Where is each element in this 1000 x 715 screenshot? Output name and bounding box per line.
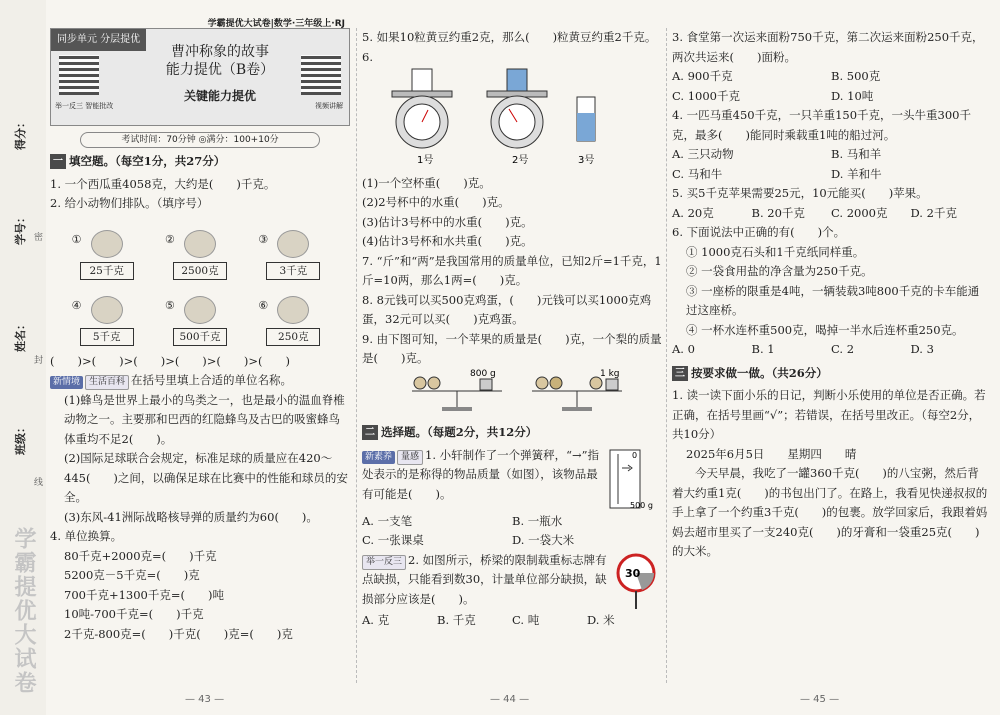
- animal-weight: 25千克: [80, 262, 134, 280]
- choice-4: 4. 一匹马重450千克，一只羊重150千克，一头牛重300千克，最多( )能同时乘载重1吨的船过河。: [672, 108, 971, 142]
- quantity-sense-badge: 量感: [397, 450, 423, 465]
- question-2: 2. 给小动物们排队。（填序号）: [50, 196, 209, 210]
- question-6: 6.: [362, 49, 373, 64]
- section-number: 一: [50, 154, 66, 169]
- conversion-line: 5200克－5千克=( )克: [64, 568, 200, 582]
- page-number-left: — 43 —: [185, 694, 225, 705]
- option[interactable]: C. 吨: [512, 612, 540, 627]
- choice-6-options: [672, 340, 990, 360]
- seal-char-xian: 线: [34, 478, 44, 488]
- option[interactable]: B. 500克: [831, 69, 881, 83]
- new-context-badge: 新情境: [50, 376, 83, 389]
- section-fill-in: [50, 152, 350, 172]
- option[interactable]: B. 一瓶水: [512, 513, 563, 528]
- monkey-icon: [91, 230, 123, 258]
- choice-1-stem: 1. 小轩制作了一个弹簧秤，“→”指处表示的是称得的物品质量（如图），该物品最有可能是( )。: [362, 447, 600, 501]
- choice-5: 5. 买5千克苹果需要25元，10元能买( )苹果。: [672, 186, 928, 200]
- column-divider: [356, 28, 357, 683]
- unit-tag: 同步单元 分层提优: [51, 29, 146, 51]
- left-column: [50, 19, 350, 644]
- animal-card: [72, 296, 142, 346]
- animal-number: ③: [258, 232, 269, 246]
- option[interactable]: B. 马和羊: [831, 147, 882, 161]
- choice-5-options: [672, 204, 990, 224]
- duck-icon: [184, 230, 216, 258]
- animal-weight: 3千克: [266, 262, 320, 280]
- spring-label-zero: 0: [632, 450, 638, 460]
- animal-row-2: [50, 280, 350, 346]
- question-9: 9. 由下图可知，一个苹果的质量是( )克，一个梨的质量是( )克。: [362, 331, 662, 365]
- animal-card: [72, 230, 142, 280]
- option[interactable]: D. 3: [910, 342, 934, 356]
- water-cup: [577, 97, 595, 141]
- student-id-label: 学号：: [14, 212, 27, 245]
- order-answer-line: ( )>( )>( )>( )>( )>( ): [50, 353, 291, 368]
- option[interactable]: A. 一支笔: [362, 513, 413, 528]
- animal-number: ⑥: [258, 298, 269, 312]
- right-column: [672, 28, 990, 562]
- brand-watermark: 学霸提优大试卷: [11, 527, 37, 695]
- option[interactable]: A. 三只动物: [672, 147, 734, 161]
- qr-code-left[interactable]: [59, 55, 99, 95]
- tiger-icon: [184, 296, 216, 324]
- option[interactable]: B. 千克: [437, 612, 476, 627]
- load-limit-sign: [612, 551, 662, 611]
- question-4: 4. 单位换算。: [50, 529, 123, 543]
- weight-label: 800 g: [470, 368, 496, 379]
- spring-label-max: 500 g: [630, 500, 653, 510]
- choice-2-stem: 2. 如图所示，桥梁的限制载重标志牌有点缺损，只能看到数30，计量单位部分缺损，缺损部分应该是( )。: [362, 552, 607, 606]
- option[interactable]: D. 2千克: [910, 205, 957, 220]
- page-number-middle: — 44 —: [490, 694, 530, 705]
- option[interactable]: A. 900千克: [672, 69, 733, 83]
- test-header: [50, 19, 350, 126]
- section-title: 选择题。（每题2分，共12分）: [381, 425, 538, 439]
- choice-2-text: [362, 551, 612, 611]
- diary-text: 今天早晨，我吃了一罐360千克( )的八宝粥，然后背着大约重1克( )的书包出门了。在路上，我看见快递叔叔的手上拿了一个约重3千克( )的包裹。放学回家后，我跟着妈妈去超市里买了一支240克( )的牙膏和一袋重25克( )的大米。: [672, 466, 988, 558]
- task-1: 1. 读一读下面小乐的日记，判断小乐使用的单位是否正确。若正确，在括号里画“√”；若错误，在括号里改正。（每空2分，共10分）: [672, 388, 986, 441]
- dog-icon: [91, 296, 123, 324]
- title-line-2: 能力提优（B卷）: [165, 62, 275, 78]
- question-6-3: (3)估计3号杯中的水重( )克。: [362, 214, 533, 229]
- qr-code-right[interactable]: [301, 55, 341, 95]
- statement: ③ 一座桥的限重是4吨，一辆装载3吨800千克的卡车能通过这座桥。: [686, 283, 980, 317]
- choice-2-options: [362, 611, 662, 631]
- binding-strip: [0, 0, 46, 715]
- balance-scale: [532, 369, 622, 411]
- option[interactable]: C. 1000千克: [672, 88, 740, 103]
- test-title: [146, 43, 294, 79]
- option[interactable]: C. 一张课桌: [362, 533, 424, 547]
- kitchen-scale: [487, 69, 547, 148]
- scale-label: 2号: [512, 155, 529, 166]
- choice-1-options: [362, 512, 662, 551]
- option[interactable]: D. 羊和牛: [831, 166, 882, 181]
- conversion-line: 700千克+1300千克=( )吨: [64, 587, 224, 602]
- qr-caption-right: 视频讲解: [315, 102, 343, 110]
- choice-1: [362, 446, 662, 512]
- option[interactable]: D. 10吨: [831, 88, 874, 103]
- section-choice: [362, 423, 662, 443]
- option[interactable]: C. 2000克: [831, 205, 888, 220]
- animal-card: [165, 296, 235, 346]
- option[interactable]: D. 一袋大米: [512, 533, 575, 547]
- column-divider: [666, 28, 667, 683]
- conversion-line: 80千克+2000克=( )千克: [64, 548, 217, 563]
- section-tasks: [672, 364, 990, 384]
- life-encyclopedia-badge: 生活百科: [85, 375, 129, 390]
- chicken-icon: [277, 230, 309, 258]
- option[interactable]: D. 米: [587, 612, 615, 627]
- animal-weight: 5千克: [80, 328, 134, 346]
- new-literacy-badge: 新素养: [362, 451, 395, 464]
- seal-char-feng: 封: [34, 356, 44, 366]
- choice-4-options: [672, 145, 990, 184]
- animal-weight: 500千克: [173, 328, 227, 346]
- animal-card: [258, 230, 328, 280]
- spring-scale: [602, 446, 662, 512]
- conversion-line: 10吨-700千克=( )千克: [64, 607, 204, 621]
- scale-label: 3号: [578, 155, 595, 166]
- class-label: 班级：: [14, 422, 27, 455]
- question-7: 7. “斤”和“两”是我国常用的质量单位，已知2斤=1千克，1斤=10两，那么1两=( )克。: [362, 253, 662, 287]
- choice-3-options: [672, 67, 990, 106]
- statement: ① 1000克石头和1千克纸同样重。: [686, 244, 865, 259]
- seal-char-mi: 密: [34, 233, 44, 243]
- animal-card: [258, 296, 328, 346]
- question-6-2: (2)2号杯中的水重( )克。: [362, 195, 510, 209]
- question-3-1: (1)蜂鸟是世界上最小的鸟类之一，也是最小的温血脊椎动物之一。主要那和巴西的红隐蜂鸟及古巴的吸蜜蜂鸟体重均不足2( )。: [64, 392, 345, 446]
- animal-weight: 250克: [266, 328, 320, 346]
- kitchen-scale: [392, 69, 452, 148]
- question-3: [50, 371, 350, 391]
- option[interactable]: A. 0: [672, 342, 695, 356]
- scale-label: 1号: [417, 155, 434, 166]
- animal-weight: 2500克: [173, 262, 227, 280]
- middle-column: [362, 28, 662, 630]
- question-1: 1. 一个西瓜重4058克，大约是( )千克。: [50, 176, 276, 191]
- option[interactable]: A. 克: [362, 612, 390, 627]
- scales-illustration: [362, 67, 662, 167]
- choice-3: 3. 食堂第一次运来面粉750千克，第二次运来面粉250千克，两次共运来( )面粉。: [672, 30, 984, 64]
- question-6-1: (1)一个空杯重( )克。: [362, 175, 491, 190]
- option[interactable]: C. 2: [831, 342, 855, 356]
- choice-2: [362, 551, 662, 611]
- series-title: 学霸提优大试卷|数学·三年级上·RJ: [207, 19, 345, 29]
- test-meta: 考试时间：70分钟 ◎满分：100+10分: [80, 132, 320, 148]
- statement: ④ 一杯水连杯重500克，喝掉一半水后连杯重250克。: [686, 322, 964, 337]
- question-8: 8. 8元钱可以买500克鸡蛋，( )元钱可以买1000克鸡蛋，32元可以买( )克鸡蛋。: [362, 292, 652, 326]
- question-3-3: (3)东风-41洲际战略核导弹的质量约为60( )。: [64, 509, 318, 524]
- section-title: 填空题。（每空1分，共27分）: [69, 154, 226, 168]
- question-3-2: (2)国际足球联合会规定，标准足球的质量应在420～445( )之间，以确保足球在比赛中的性能和球员的安全。: [64, 451, 348, 504]
- question-5: 5. 如果10粒黄豆约重2克，那么( )粒黄豆约重2千克。: [362, 30, 657, 44]
- balance-illustration: [362, 369, 662, 413]
- question-6-4: (4)估计3号杯和水共重( )克。: [362, 234, 533, 248]
- section-title: 按要求做一做。（共26分）: [691, 365, 828, 380]
- balance-scale: [412, 369, 502, 411]
- crab-icon: [277, 296, 309, 324]
- option[interactable]: B. 1: [751, 342, 775, 356]
- question-3-text: 在括号里填上合适的单位名称。: [131, 373, 293, 387]
- animal-number: ④: [71, 298, 82, 312]
- choice-1-text: [362, 446, 602, 512]
- diary-date: 2025年6月5日 星期四 晴: [686, 446, 857, 461]
- animal-number: ⑤: [164, 298, 175, 312]
- animal-row-1: [50, 214, 350, 280]
- animal-number: ②: [164, 232, 175, 246]
- animal-card: [165, 230, 235, 280]
- section-number: 二: [362, 425, 378, 440]
- section-number: 三: [672, 366, 688, 381]
- sign-value: 30: [625, 566, 641, 580]
- test-subtitle: 关键能力提优: [183, 89, 256, 103]
- inference-badge: 举一反三: [362, 555, 406, 570]
- option[interactable]: A. 20克: [672, 205, 714, 220]
- animal-number: ①: [71, 232, 82, 246]
- conversion-line: 2千克-800克=( )千克( )克=( )克: [64, 626, 293, 641]
- qr-caption-left: 举一反三 智能批改: [55, 102, 114, 110]
- name-label: 姓名：: [14, 319, 27, 352]
- statement: ② 一袋食用盐的净含量为250千克。: [686, 264, 873, 278]
- option[interactable]: B. 20千克: [751, 205, 805, 220]
- choice-6: 6. 下面说法中正确的有( )个。: [672, 225, 846, 239]
- page-number-right: — 45 —: [800, 694, 840, 705]
- option[interactable]: C. 马和牛: [672, 166, 723, 181]
- weight-label: 1 kg: [600, 368, 620, 379]
- score-label: 得分：: [14, 117, 27, 150]
- title-line-1: 曹冲称象的故事: [171, 44, 269, 60]
